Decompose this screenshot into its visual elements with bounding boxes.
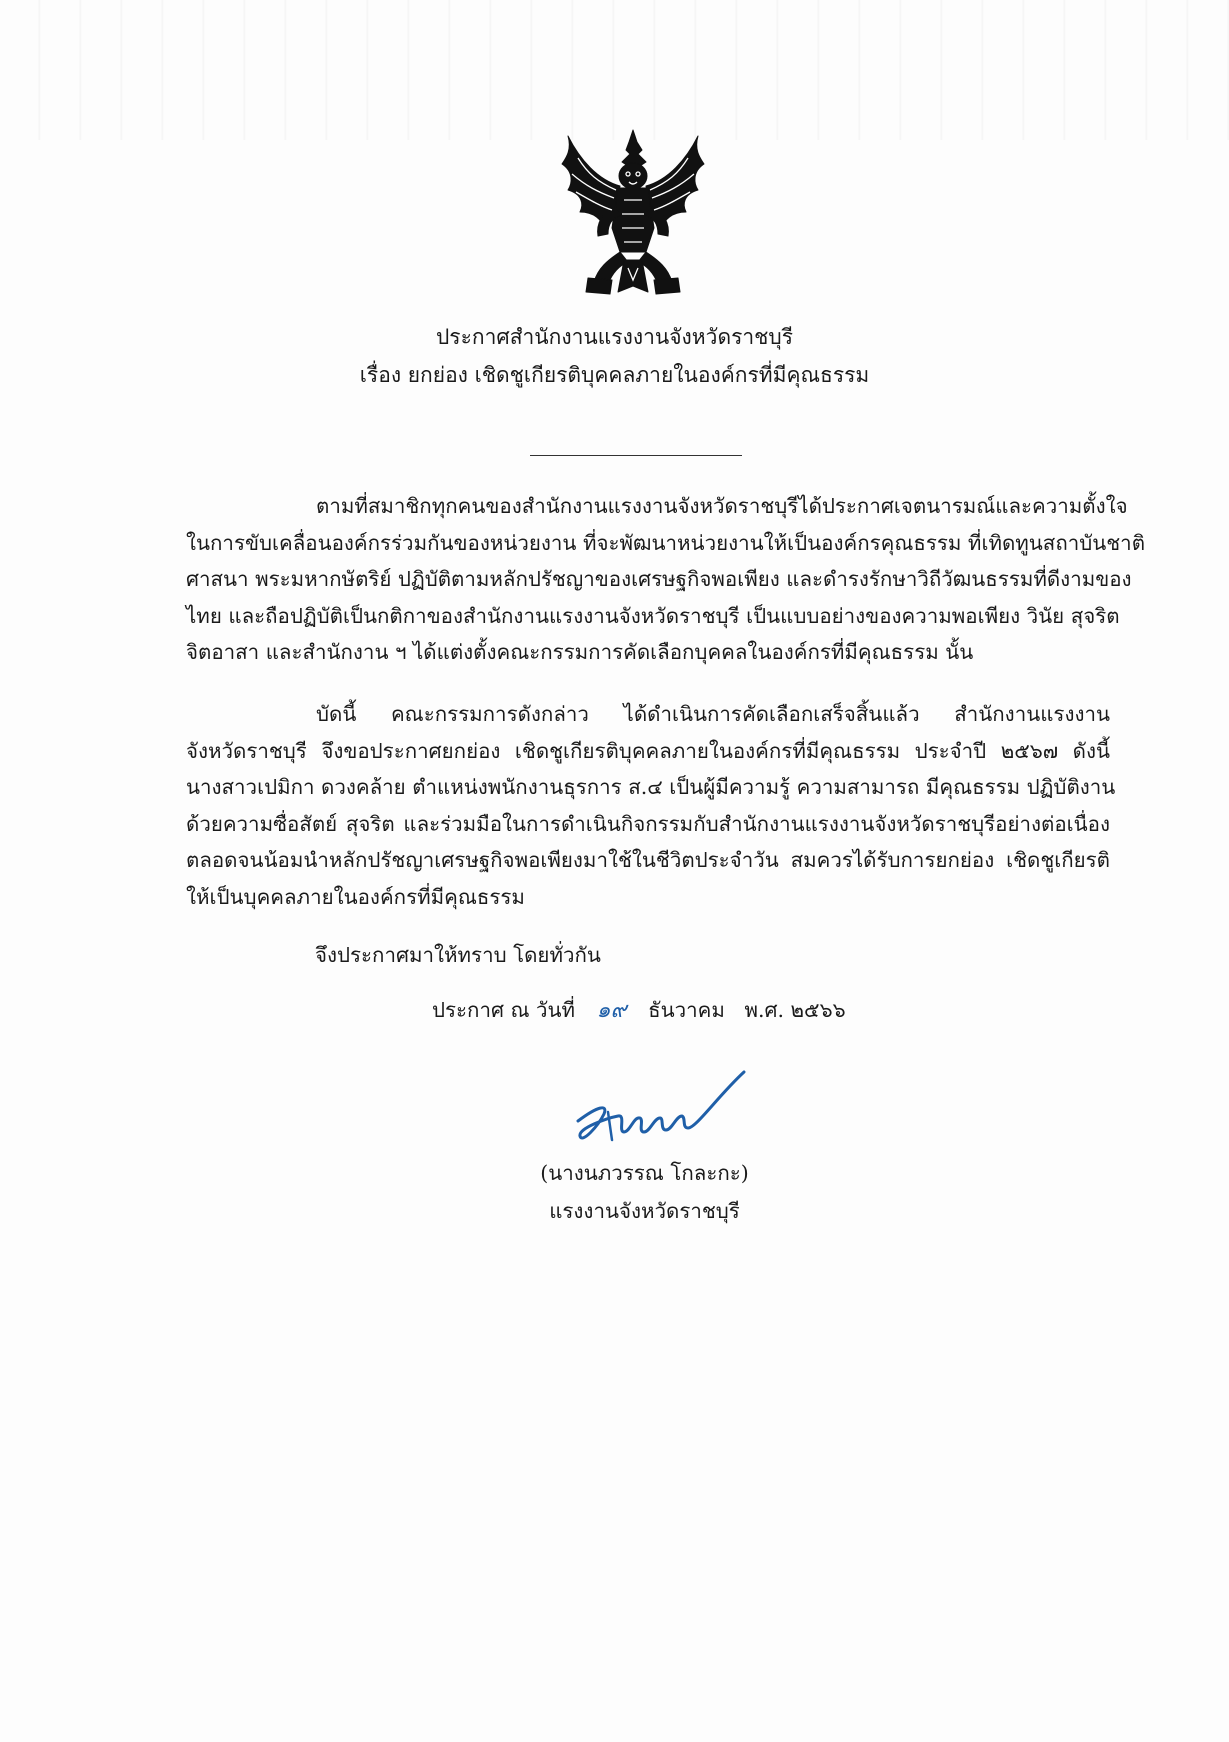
date-day-handwritten: ๑๙	[596, 998, 627, 1023]
scan-artifacts	[0, 0, 1229, 140]
signer-position: แรงงานจังหวัดราชบุรี	[549, 1199, 740, 1223]
closing-statement: จึงประกาศมาให้ทราบ โดยทั่วกัน	[315, 943, 601, 967]
announcement-title: ประกาศสำนักงานแรงงานจังหวัดราชบุรี	[435, 325, 794, 349]
text-line: ในการขับเคลื่อนองค์กรร่วมกันของหน่วยงาน ที่จะพัฒนาหน่วยงานให้เป็นองค์กรคุณธรรม ที่เทิดทูนสถาบันชาติ	[186, 530, 1146, 555]
text-line: ด้วยความซื่อสัตย์ สุจริต และร่วมมือในการดำเนินกิจกรรมกับสำนักงานแรงงานจังหวัดราชบุรีอย่างต่อเนื่อง	[186, 811, 1110, 836]
text-line: จังหวัดราชบุรี จึงขอประกาศยกย่อง เชิดชูเกียรติบุคคลภายในองค์กรที่มีคุณธรรม ประจำปี ๒๕๖๗ ดังนี้	[186, 738, 1110, 763]
text-line: ไทย และถือปฏิบัติเป็นกติกาของสำนักงานแรงงานจังหวัดราชบุรี เป็นแบบอย่างของความพอเพียง วินัย สุจริต	[186, 603, 1120, 628]
text-line: จิตอาสา และสำนักงาน ฯ ได้แต่งตั้งคณะกรรมการคัดเลือกบุคคลในองค์กรที่มีคุณธรรม นั้น	[186, 640, 974, 664]
paragraph-2	[186, 696, 1116, 915]
text-line: นางสาวเปมิกา ดวงคล้าย ตำแหน่งพนักงานธุรการ ส.๔ เป็นผู้มีความรู้ ความสามารถ มีคุณธรรม ปฏิบัติงาน	[186, 775, 1116, 799]
announcement-date	[432, 995, 846, 1026]
date-month: ธันวาคม	[648, 998, 725, 1022]
date-prefix: ประกาศ ณ วันที่	[432, 998, 576, 1022]
paragraph-1	[186, 488, 1146, 671]
garuda-emblem	[558, 128, 708, 298]
text-line: บัดนี้ คณะกรรมการดังกล่าว ได้ดำเนินการคัดเลือกเสร็จสิ้นแล้ว สำนักงานแรงงาน	[316, 702, 1110, 726]
text-line: ศาสนา พระมหากษัตริย์ ปฏิบัติตามหลักปรัชญาของเศรษฐกิจพอเพียง และดำรงรักษาวิถีวัฒนธรรมที่ดีงามของ	[186, 567, 1132, 591]
handwritten-signature	[568, 1066, 768, 1156]
date-year: พ.ศ. ๒๕๖๖	[744, 998, 846, 1022]
divider	[530, 455, 742, 456]
text-line: ตลอดจนน้อมนำหลักปรัชญาเศรษฐกิจพอเพียงมาใช้ในชีวิตประจำวัน สมควรได้รับการยกย่อง เชิดชูเกียรติ	[186, 848, 1110, 872]
text-line: ให้เป็นบุคคลภายในองค์กรที่มีคุณธรรม	[186, 884, 525, 909]
text-line: ตามที่สมาชิกทุกคนของสำนักงานแรงงานจังหวัดราชบุรีได้ประกาศเจตนารมณ์และความตั้งใจ	[316, 494, 1128, 518]
announcement-subject: เรื่อง ยกย่อง เชิดชูเกียรติบุคคลภายในองค์กรที่มีคุณธรรม	[359, 363, 870, 387]
signer-name: (นางนภวรรณ โกละกะ)	[540, 1161, 749, 1185]
